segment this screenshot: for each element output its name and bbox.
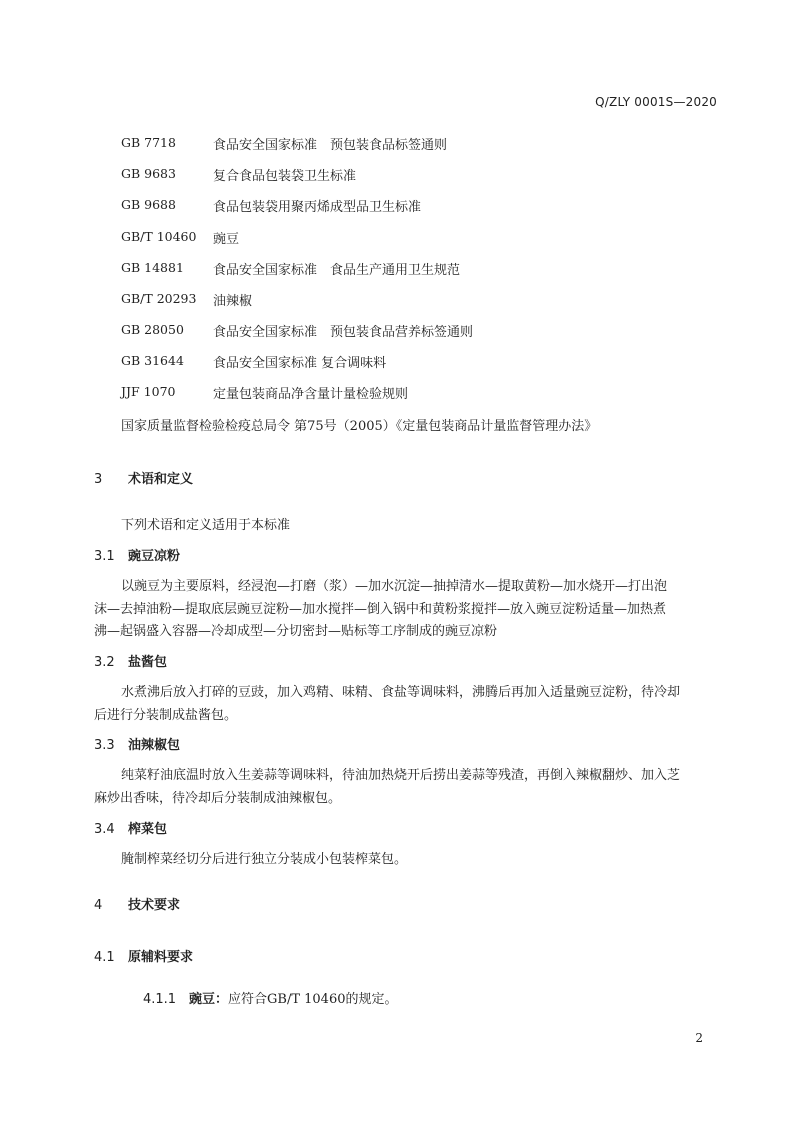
reference-title: 食品安全国家标准 预包装食品营养标签通则 (213, 325, 474, 340)
subsection-heading (94, 946, 193, 965)
reference-code: GB 9688 (121, 197, 176, 212)
section-title: 术语和定义 (128, 472, 194, 487)
term-heading (94, 734, 180, 753)
term-number: 3.2 (94, 655, 115, 670)
reference-title: 食品安全国家标准 预包装食品标签通则 (213, 138, 448, 153)
reference-code: GB/T 20293 (121, 291, 197, 306)
decree-reference: 国家质量监督检验检疫总局令 第75号（2005）《定量包装商品计量监督管理办法》 (121, 419, 598, 434)
subsection-title: 原辅料要求 (128, 950, 194, 965)
reference-code: GB 31644 (121, 353, 184, 368)
term-title: 油辣椒包 (128, 738, 181, 753)
body-line: 麻炒出香味，待冷却后分装制成油辣椒包。 (94, 791, 342, 806)
body-line: 腌制榨菜经切分后进行独立分装成小包装榨菜包。 (121, 852, 408, 867)
reference-code: GB 9683 (121, 166, 176, 181)
section-intro: 下列术语和定义适用于本标准 (121, 518, 291, 533)
reference-title: 油辣椒 (213, 294, 253, 309)
body-line: 沫—去掉油粉—提取底层豌豆淀粉—加水搅拌—倒入锅中和黄粉浆搅拌—放入豌豆淀粉适量—加热煮 (94, 602, 667, 617)
reference-code: GB 28050 (121, 322, 184, 337)
reference-title: 食品安全国家标准 复合调味料 (213, 356, 387, 371)
reference-code: GB 14881 (121, 260, 184, 275)
body-line: 以豌豆为主要原料，经浸泡—打磨（浆）—加水沉淀—抽掉清水—提取黄粉—加水烧开—打出泡 (121, 579, 668, 594)
subsection-number: 4.1 (94, 950, 115, 965)
term-number: 3.1 (94, 549, 115, 564)
term-number: 3.4 (94, 822, 115, 837)
section-title: 技术要求 (128, 898, 181, 913)
page-number: 2 (695, 1031, 703, 1045)
term-heading (94, 818, 167, 837)
body-line: 后进行分装制成盐酱包。 (94, 708, 238, 723)
term-title: 豌豆凉粉 (128, 549, 181, 564)
clause-number: 4.1.1 (143, 992, 177, 1007)
reference-title: 复合食品包装袋卫生标准 (213, 169, 357, 184)
reference-code: JJF 1070 (121, 384, 176, 399)
term-heading (94, 545, 180, 564)
body-line: 纯菜籽油底温时放入生姜蒜等调味料，待油加热烧开后捞出姜蒜等残渣，再倒入辣椒翻炒、加入芝 (121, 768, 681, 783)
body-line: 沸—起锅盛入容器—冷却成型—分切密封—贴标等工序制成的豌豆凉粉 (94, 624, 498, 639)
section-heading (94, 894, 180, 913)
clause-item (143, 988, 398, 1007)
reference-title: 食品安全国家标准 食品生产通用卫生规范 (213, 263, 461, 278)
reference-title: 定量包装商品净含量计量检验规则 (213, 387, 409, 402)
document-code-header: Q/ZLY 0001S—2020 (595, 95, 717, 109)
reference-code: GB/T 10460 (121, 229, 197, 244)
clause-title: 豌豆： (189, 992, 229, 1007)
body-line: 水煮沸后放入打碎的豆豉，加入鸡精、味精、食盐等调味料，沸腾后再加入适量豌豆淀粉，待冷却 (121, 685, 681, 700)
section-number: 3 (94, 472, 103, 487)
reference-code: GB 7718 (121, 135, 176, 150)
section-number: 4 (94, 898, 103, 913)
term-number: 3.3 (94, 738, 115, 753)
clause-text: 应符合GB/T 10460的规定。 (228, 992, 398, 1007)
term-heading (94, 651, 167, 670)
reference-title: 食品包装袋用聚丙烯成型品卫生标准 (213, 200, 422, 215)
term-title: 榨菜包 (128, 822, 168, 837)
section-heading (94, 468, 193, 487)
term-title: 盐酱包 (128, 655, 168, 670)
reference-title: 豌豆 (213, 232, 240, 247)
